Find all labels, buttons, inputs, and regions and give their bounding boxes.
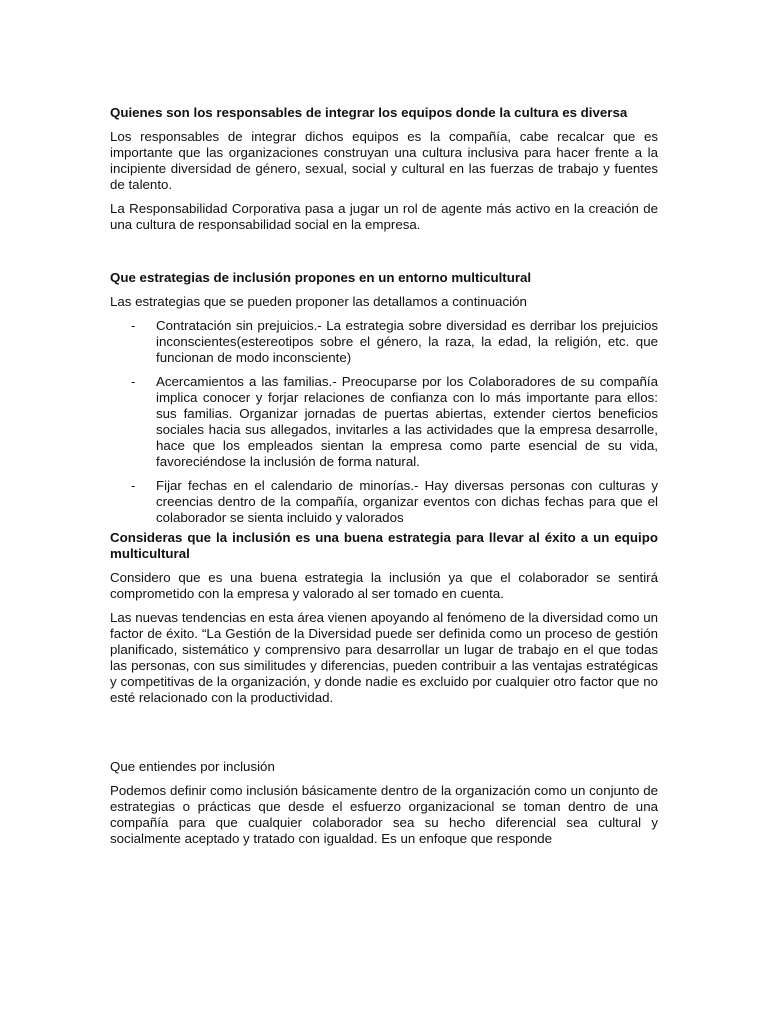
list-item-text: Fijar fechas en el calendario de minorías.- Hay diversas personas con culturas y creencias dentro de la compañía, organizar eventos con dichas fechas para que el colaborador se sienta incluido y valorados	[156, 478, 658, 525]
section-heading-inclusion: Que entiendes por inclusión	[110, 759, 275, 774]
spacer	[110, 241, 658, 270]
paragraph-consideras-1: Considero que es una buena estrategia la inclusión ya que el colaborador se sentirá comprometido con la empresa y valorado al ser tomado en cuenta.	[110, 570, 658, 601]
list-item-text: Contratación sin prejuicios.- La estrategia sobre diversidad es derribar los prejuicios inconscientes(estereotipos sobre el género, la raza, la edad, la religión, etc. que funcionan de modo inconsciente)	[156, 318, 658, 365]
list-item	[110, 374, 658, 470]
paragraph-inclusion-1: Podemos definir como inclusión básicamente dentro de la organización como un conjunto de estrategias o prácticas que desde el esfuerzo organizacional se toman dentro de una compañía para que cualquier colaborador sea su hecho diferencial sea cultural y socialmente aceptado y tratado con igualdad. Es un enfoque que responde	[110, 783, 658, 846]
section-heading-consideras: Consideras que la inclusión es una buena estrategia para llevar al éxito a un equipo multicultural	[110, 530, 658, 561]
paragraph-consideras-2: Las nuevas tendencias en esta área vienen apoyando al fenómeno de la diversidad como un factor de éxito. “La Gestión de la Diversidad puede ser definida como un proceso de gestión planificado, sistemático y comprensivo para desarrollar un lugar de trabajo en el que todas las personas, con sus similitudes y diferencias, pueden contribuir a las ventajas estratégicas y competitivas de la organización, y donde nadie es excluido por cualquier otro factor que no esté relacionado con la productividad.	[110, 610, 658, 705]
paragraph-estrategias-intro: Las estrategias que se pueden proponer las detallamos a continuación	[110, 294, 527, 309]
list-item	[110, 478, 658, 526]
bullet-dash: -	[131, 374, 136, 389]
section-heading-responsables: Quienes son los responsables de integrar los equipos donde la cultura es diversa	[110, 105, 628, 120]
bullet-dash: -	[131, 318, 136, 333]
bullet-dash: -	[131, 478, 136, 493]
paragraph-responsables-1: Los responsables de integrar dichos equipos es la compañía, cabe recalcar que es importante que las organizaciones construyan una cultura inclusiva para hacer frente a la incipiente diversidad de género, sexual, social y cultural en las fuerzas de trabajo y fuentes de talento.	[110, 129, 658, 192]
document-page	[110, 105, 658, 855]
section-heading-estrategias: Que estrategias de inclusión propones en un entorno multicultural	[110, 270, 532, 285]
list-item-text: Acercamientos a las familias.- Preocuparse por los Colaboradores de su compañía implica conocer y forjar relaciones de confianza con lo más importante para ellos: sus familias. Organizar jornadas de puertas abiertas, extender ciertos beneficios sociales hacia sus allegados, invitarles a las actividades que la empresa desarrolle, hace que los empleados sientan la empresa como parte esencial de su vida, favoreciéndose la inclusión de forma natural.	[156, 374, 658, 469]
spacer	[110, 714, 658, 759]
strategies-list	[110, 318, 658, 526]
list-item	[110, 318, 658, 366]
paragraph-responsables-2: La Responsabilidad Corporativa pasa a jugar un rol de agente más activo en la creación de una cultura de responsabilidad social en la empresa.	[110, 201, 658, 232]
